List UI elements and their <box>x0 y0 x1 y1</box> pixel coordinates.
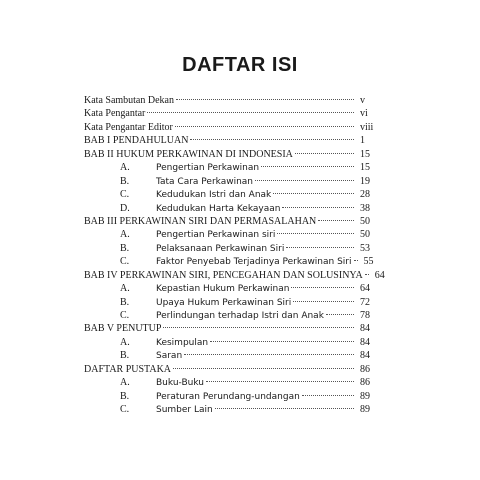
toc-subentry <box>84 403 380 416</box>
toc-page-number: 50 <box>360 215 370 227</box>
toc-page-number: 89 <box>360 390 370 402</box>
toc-entry-number: D. <box>120 202 130 214</box>
toc-subentry <box>84 349 380 362</box>
toc-entry-label: Kesimpulan <box>156 337 209 348</box>
toc-subentry <box>84 255 380 268</box>
toc-entry-label: Pengertian Perkawinan siri <box>156 230 276 241</box>
dot-leader <box>365 274 369 275</box>
toc-entry-label: BAB IV PERKAWINAN SIRI, PENCEGAHAN DAN SOLUSINYA <box>84 269 363 281</box>
dot-leader <box>206 381 354 382</box>
toc-page-number: 1 <box>360 135 365 147</box>
toc-entry-label: Pelaksanaan Perkawinan Siri <box>156 243 285 254</box>
dot-leader <box>295 153 354 154</box>
toc-subentry <box>84 336 380 349</box>
dot-leader <box>175 126 354 127</box>
dot-leader <box>261 166 354 167</box>
toc-entry-label: BAB III PERKAWINAN SIRI DAN PERMASALAHAN <box>84 215 317 227</box>
toc-entry-number: A. <box>120 162 130 174</box>
toc-entry <box>84 363 380 376</box>
dot-leader <box>210 341 354 342</box>
toc-page-number: 53 <box>360 242 370 254</box>
toc-page-number: viii <box>360 121 374 133</box>
toc-entry-label: Perlindungan terhadap Istri dan Anak <box>156 311 324 321</box>
toc-subentry <box>84 390 380 403</box>
dot-leader <box>318 220 354 221</box>
toc-page-number: 64 <box>360 283 370 295</box>
toc-entry-number: B. <box>120 390 130 402</box>
toc-entry-number: B. <box>120 350 130 362</box>
toc-entry-number: A. <box>120 377 130 389</box>
toc-page-number: 15 <box>360 148 370 160</box>
toc-entry <box>84 107 380 120</box>
toc-page-number: 50 <box>360 229 370 241</box>
toc-entry-label: Buku-Buku <box>156 378 204 389</box>
dot-leader <box>326 314 354 315</box>
toc-entry-number: C. <box>120 310 130 321</box>
toc-entry-label: Pengertian Perkawinan <box>156 163 260 174</box>
toc-entry-number: A. <box>120 336 130 348</box>
dot-leader <box>282 207 354 208</box>
dot-leader <box>215 408 354 409</box>
toc-entry <box>84 215 380 228</box>
toc-page-number: 84 <box>360 336 370 348</box>
toc-subentry <box>84 282 380 295</box>
toc-entry <box>84 269 385 282</box>
toc-entry <box>84 148 380 161</box>
toc-entry-label: DAFTAR PUSTAKA <box>84 363 172 375</box>
toc-entry-label: Kata Pengantar Editor <box>84 121 173 133</box>
toc-page-number: 86 <box>360 377 370 389</box>
toc-entry-number: C. <box>120 189 130 201</box>
toc-entry-label: Sumber Lain <box>156 405 213 416</box>
toc-subentry <box>84 309 380 322</box>
toc-subentry <box>84 202 380 215</box>
dot-leader <box>255 180 354 181</box>
dot-leader <box>277 233 354 234</box>
dot-leader <box>173 368 354 369</box>
toc-page-number: vi <box>360 108 368 120</box>
page-title: DAFTAR ISI <box>182 54 298 76</box>
toc-subentry <box>84 188 380 201</box>
toc-entry <box>84 134 380 147</box>
dot-leader <box>273 193 354 194</box>
dot-leader <box>286 247 354 248</box>
dot-leader <box>163 327 354 328</box>
dot-leader <box>184 354 354 355</box>
dot-leader <box>354 260 358 261</box>
table-of-contents <box>84 94 385 417</box>
toc-entry-label: Kepastian Hukum Perkawinan <box>156 284 290 295</box>
dot-leader <box>147 112 354 113</box>
toc-page-number: 55 <box>363 256 374 268</box>
toc-entry-label: Kedudukan Istri dan Anak <box>156 190 272 201</box>
toc-entry-label: Kedudukan Harta Kekayaan <box>156 203 281 214</box>
toc-page-number: 86 <box>360 363 370 375</box>
toc-page-number: 19 <box>360 175 370 187</box>
toc-page-number: 84 <box>360 323 370 335</box>
toc-entry-label: Kata Sambutan Dekan <box>84 95 174 106</box>
toc-entry <box>84 94 380 107</box>
toc-page-number: 28 <box>360 189 370 201</box>
toc-page-number: 84 <box>360 350 370 362</box>
toc-entry <box>84 322 380 335</box>
dot-leader <box>293 301 354 302</box>
toc-page-number: 78 <box>360 310 370 321</box>
toc-entry-label: Upaya Hukum Perkawinan Siri <box>156 297 292 308</box>
toc-entry-number: A. <box>120 283 130 295</box>
toc-page-number: v <box>360 95 365 106</box>
toc-page-number: 89 <box>360 404 370 416</box>
toc-page-number: 72 <box>360 296 370 308</box>
toc-entry-number: A. <box>120 229 130 241</box>
toc-subentry <box>84 376 380 389</box>
toc-page-number: 15 <box>360 162 370 174</box>
toc-entry-label: BAB V PENUTUP <box>84 323 162 335</box>
toc-entry-label: Faktor Penyebab Terjadinya Perkawinan Siri <box>156 257 352 268</box>
dot-leader <box>291 287 354 288</box>
toc-entry-label: Peraturan Perundang-undangan <box>156 391 300 402</box>
toc-entry-label: BAB II HUKUM PERKAWINAN DI INDONESIA <box>84 148 293 160</box>
toc-entry-number: B. <box>120 175 130 187</box>
dot-leader <box>190 139 354 140</box>
toc-subentry <box>84 242 380 255</box>
toc-entry <box>84 121 380 134</box>
dot-leader <box>176 99 354 100</box>
toc-entry-number: B. <box>120 242 130 254</box>
toc-entry-label: Saran <box>156 351 183 362</box>
toc-entry-number: C. <box>120 404 130 416</box>
toc-subentry <box>84 228 380 241</box>
toc-entry-label: Tata Cara Perkawinan <box>156 176 254 187</box>
toc-entry-number: B. <box>120 296 130 308</box>
dot-leader <box>302 395 354 396</box>
toc-entry-number: C. <box>120 256 130 268</box>
toc-entry-label: Kata Pengantar <box>84 108 146 120</box>
toc-page-number: 38 <box>360 202 370 214</box>
toc-page-number: 64 <box>374 269 385 281</box>
toc-subentry <box>84 296 380 309</box>
toc-entry-label: BAB I PENDAHULUAN <box>84 135 189 147</box>
toc-subentry <box>84 175 380 188</box>
toc-subentry <box>84 161 380 174</box>
